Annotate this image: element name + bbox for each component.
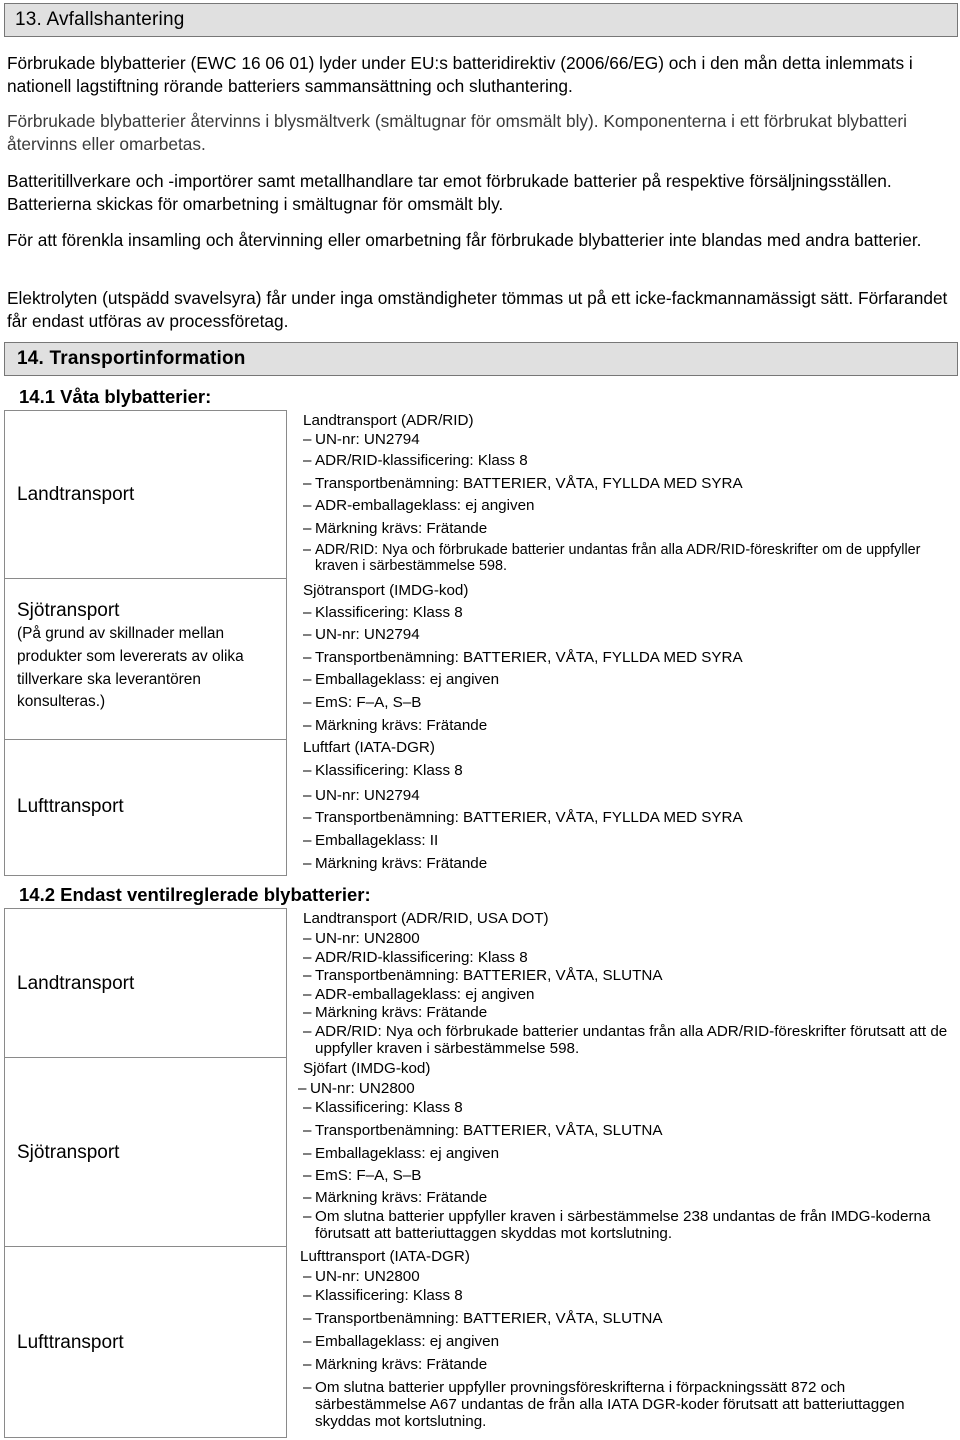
mode-label-land-2: Landtransport	[17, 973, 135, 994]
transport-detail-row	[303, 431, 420, 448]
bullet-dash: –	[303, 1167, 312, 1184]
transport-detail-text: EmS: F–A, S–B	[315, 1167, 422, 1184]
bullet-dash: –	[303, 1122, 312, 1139]
paragraph-directive: Förbrukade blybatterier (EWC 16 06 01) lyder under EU:s batteridirektiv (2006/66/EG) och i den mån detta inlemmats i nationell lagstiftning rörande batteriers sammansättning och sluthantering.	[7, 53, 913, 96]
transport-detail-text: Emballageklass: ej angiven	[315, 1145, 500, 1162]
transport-detail-text: Om slutna batterier uppfyller provningsföreskrifterna i förpackningssätt 872 och särbestämmelse A67 undantas de från alla IATA DGR-koder förutsatt att batteriuttaggen skyddas mot kortslutning.	[315, 1379, 905, 1430]
transport-detail-text: Emballageklass: ej angiven	[315, 1333, 500, 1350]
bullet-dash: –	[303, 762, 312, 779]
transport-detail-row	[303, 1122, 662, 1139]
transport-detail-text: ADR-emballageklass: ej angiven	[315, 497, 535, 514]
transport-mode-heading: Landtransport (ADR/RID, USA DOT)	[303, 910, 549, 927]
mode-cell-air-1	[4, 739, 287, 876]
transport-detail-row	[303, 1208, 948, 1242]
transport-detail-row	[303, 832, 438, 849]
paragraph-electrolyte: Elektrolyten (utspädd svavelsyra) får under inga omständigheter tömmas ut på ett icke-fackmannamässigt sätt. Förfarandet får endast utföras av processföretag.	[7, 288, 948, 331]
bullet-dash: –	[303, 717, 312, 734]
transport-detail-text: Märkning krävs: Frätande	[315, 855, 488, 872]
bullet-dash: –	[303, 809, 312, 826]
bullet-dash: –	[303, 1356, 312, 1373]
bullet-dash: –	[303, 1310, 312, 1327]
bullet-dash: –	[303, 1189, 312, 1206]
transport-detail-row	[303, 986, 535, 1003]
transport-mode-heading: Sjöfart (IMDG-kod)	[303, 1060, 431, 1077]
bullet-dash: –	[303, 986, 312, 1003]
transport-detail-row	[303, 671, 499, 688]
transport-detail-text: ADR/RID: Nya och förbrukade batterier undantas från alla ADR/RID-föreskrifter förutsatt att de uppfyller kraven i särbestämmelse 598.	[315, 1023, 948, 1057]
transport-detail-text: Transportbenämning: BATTERIER, VÅTA, FYLLDA MED SYRA	[315, 649, 743, 666]
transport-detail-row	[303, 1268, 420, 1285]
transport-detail-text: UN-nr: UN2794	[315, 626, 420, 643]
bullet-dash: –	[303, 1333, 312, 1350]
transport-detail-text: ADR-emballageklass: ej angiven	[315, 986, 535, 1003]
transport-detail-text: Märkning krävs: Frätande	[315, 1356, 488, 1373]
bullet-dash: –	[303, 475, 312, 492]
transport-detail-text: ADR/RID-klassificering: Klass 8	[315, 949, 528, 966]
transport-detail-row	[303, 809, 743, 826]
subsection-14-2-title: 14.2 Endast ventilreglerade blybatterier:	[19, 884, 371, 905]
transport-detail-text: Klassificering: Klass 8	[315, 1099, 463, 1116]
bullet-dash: –	[303, 949, 312, 966]
bullet-dash: –	[303, 1099, 312, 1116]
subsection-14-1-title: 14.1 Våta blybatterier:	[19, 386, 212, 407]
bullet-dash: –	[298, 1080, 307, 1097]
transport-detail-row	[303, 1287, 463, 1304]
transport-detail-row	[303, 967, 662, 984]
transport-mode-heading: Lufttransport (IATA-DGR)	[300, 1248, 470, 1265]
transport-detail-row	[303, 542, 953, 574]
paragraph-recycling: Förbrukade blybatterier återvinns i blysmältverk (smältugnar för omsmält bly). Komponenterna i ett förbrukat blybatteri återvinns eller omarbetas.	[7, 111, 907, 154]
transport-detail-row	[303, 787, 420, 804]
mode-cell-sea-2	[4, 1057, 287, 1247]
section-14-heading: 14. Transportinformation	[4, 342, 958, 376]
mode-cell-land-2	[4, 908, 287, 1058]
transport-detail-text: Klassificering: Klass 8	[315, 604, 463, 621]
section-13-heading: 13. Avfallshantering	[4, 3, 958, 37]
bullet-dash: –	[303, 604, 312, 621]
transport-detail-row	[298, 1080, 415, 1097]
transport-detail-text: UN-nr: UN2800	[315, 930, 420, 947]
transport-detail-text: Klassificering: Klass 8	[315, 1287, 463, 1304]
transport-detail-text: Transportbenämning: BATTERIER, VÅTA, SLUTNA	[315, 1310, 663, 1327]
bullet-dash: –	[303, 649, 312, 666]
bullet-dash: –	[303, 671, 312, 688]
transport-detail-text: Emballageklass: II	[315, 832, 439, 849]
transport-detail-row	[303, 497, 535, 514]
transport-detail-row	[303, 1333, 499, 1350]
transport-detail-row	[303, 1189, 487, 1206]
transport-detail-row	[303, 604, 463, 621]
transport-detail-row	[303, 717, 487, 734]
bullet-dash: –	[303, 1268, 312, 1285]
mode-cell-land-1	[4, 410, 287, 579]
mode-label-land: Landtransport	[17, 484, 135, 505]
transport-detail-row	[303, 855, 487, 872]
bullet-dash: –	[303, 832, 312, 849]
bullet-dash: –	[303, 1208, 312, 1225]
bullet-dash: –	[303, 1145, 312, 1162]
transport-detail-text: Märkning krävs: Frätande	[315, 520, 488, 537]
transport-detail-row	[303, 475, 743, 492]
bullet-dash: –	[303, 967, 312, 984]
transport-detail-row	[303, 1023, 953, 1057]
bullet-dash: –	[303, 452, 312, 469]
transport-detail-row	[303, 949, 528, 966]
transport-detail-text: UN-nr: UN2794	[315, 431, 420, 448]
bullet-dash: –	[303, 855, 312, 872]
transport-detail-row	[303, 1167, 421, 1184]
transport-detail-text: UN-nr: UN2800	[310, 1080, 415, 1097]
mode-cell-sea-1	[4, 578, 287, 740]
transport-detail-text: Emballageklass: ej angiven	[315, 671, 500, 688]
transport-detail-text: ADR/RID: Nya och förbrukade batterier undantas från alla ADR/RID-föreskrifter om de uppfyller kraven i särbestämmelse 598.	[315, 542, 921, 574]
transport-mode-heading: Sjötransport (IMDG-kod)	[303, 582, 469, 599]
bullet-dash: –	[303, 497, 312, 514]
transport-detail-row	[303, 1356, 487, 1373]
transport-detail-row	[303, 1379, 923, 1430]
transport-detail-row	[303, 762, 463, 779]
transport-detail-text: Märkning krävs: Frätande	[315, 1189, 488, 1206]
transport-detail-row	[303, 1099, 463, 1116]
bullet-dash: –	[303, 787, 312, 804]
transport-detail-text: UN-nr: UN2800	[315, 1268, 420, 1285]
mode-label-air: Lufttransport	[17, 796, 124, 817]
transport-detail-text: Om slutna batterier uppfyller kraven i särbestämmelse 238 undantas de från IMDG-koderna förutsatt att batteriuttaggen skyddas mot kortslutning.	[315, 1208, 931, 1242]
transport-detail-text: EmS: F–A, S–B	[315, 694, 422, 711]
bullet-dash: –	[303, 431, 312, 448]
transport-mode-heading: Luftfart (IATA-DGR)	[303, 739, 435, 756]
transport-detail-text: Transportbenämning: BATTERIER, VÅTA, FYLLDA MED SYRA	[315, 809, 743, 826]
transport-detail-text: Transportbenämning: BATTERIER, VÅTA, SLUTNA	[315, 1122, 663, 1139]
transport-detail-row	[303, 452, 528, 469]
transport-detail-row	[303, 520, 487, 537]
transport-detail-text: Klassificering: Klass 8	[315, 762, 463, 779]
transport-detail-row	[303, 1310, 662, 1327]
transport-detail-text: UN-nr: UN2794	[315, 787, 420, 804]
mode-label-air-2: Lufttransport	[17, 1332, 124, 1353]
transport-detail-row	[303, 1004, 487, 1021]
paragraph-no-mixing: För att förenkla insamling och återvinning eller omarbetning får förbrukade blybatterier inte blandas med andra batterier.	[7, 230, 922, 250]
transport-detail-row	[303, 649, 743, 666]
bullet-dash: –	[303, 1004, 312, 1021]
transport-detail-text: Transportbenämning: BATTERIER, VÅTA, FYLLDA MED SYRA	[315, 475, 743, 492]
bullet-dash: –	[303, 1379, 312, 1396]
mode-cell-air-2	[4, 1246, 287, 1438]
bullet-dash: –	[303, 930, 312, 947]
transport-detail-text: Transportbenämning: BATTERIER, VÅTA, SLUTNA	[315, 967, 663, 984]
transport-detail-row	[303, 1145, 499, 1162]
bullet-dash: –	[303, 520, 312, 537]
paragraph-collection: Batteritillverkare och -importörer samt metallhandlare tar emot förbrukade batterier på respektive försäljningsställen. Batterierna skickas för omarbetning i smältugnar för omsmält bly.	[7, 171, 892, 214]
bullet-dash: –	[303, 1023, 312, 1040]
transport-detail-row	[303, 694, 421, 711]
bullet-dash: –	[303, 542, 312, 558]
bullet-dash: –	[303, 694, 312, 711]
mode-note-sea: (På grund av skillnader mellan produkter som levererats av olika tillverkare ska leverantören konsulteras.)	[17, 625, 244, 711]
transport-detail-text: Märkning krävs: Frätande	[315, 1004, 488, 1021]
bullet-dash: –	[303, 626, 312, 643]
transport-detail-row	[303, 626, 420, 643]
mode-label-sea: Sjötransport	[17, 600, 120, 621]
transport-detail-text: ADR/RID-klassificering: Klass 8	[315, 452, 528, 469]
bullet-dash: –	[303, 1287, 312, 1304]
transport-detail-text: Märkning krävs: Frätande	[315, 717, 488, 734]
mode-label-sea-2: Sjötransport	[17, 1142, 120, 1163]
transport-detail-row	[303, 930, 420, 947]
transport-mode-heading: Landtransport (ADR/RID)	[303, 412, 474, 429]
